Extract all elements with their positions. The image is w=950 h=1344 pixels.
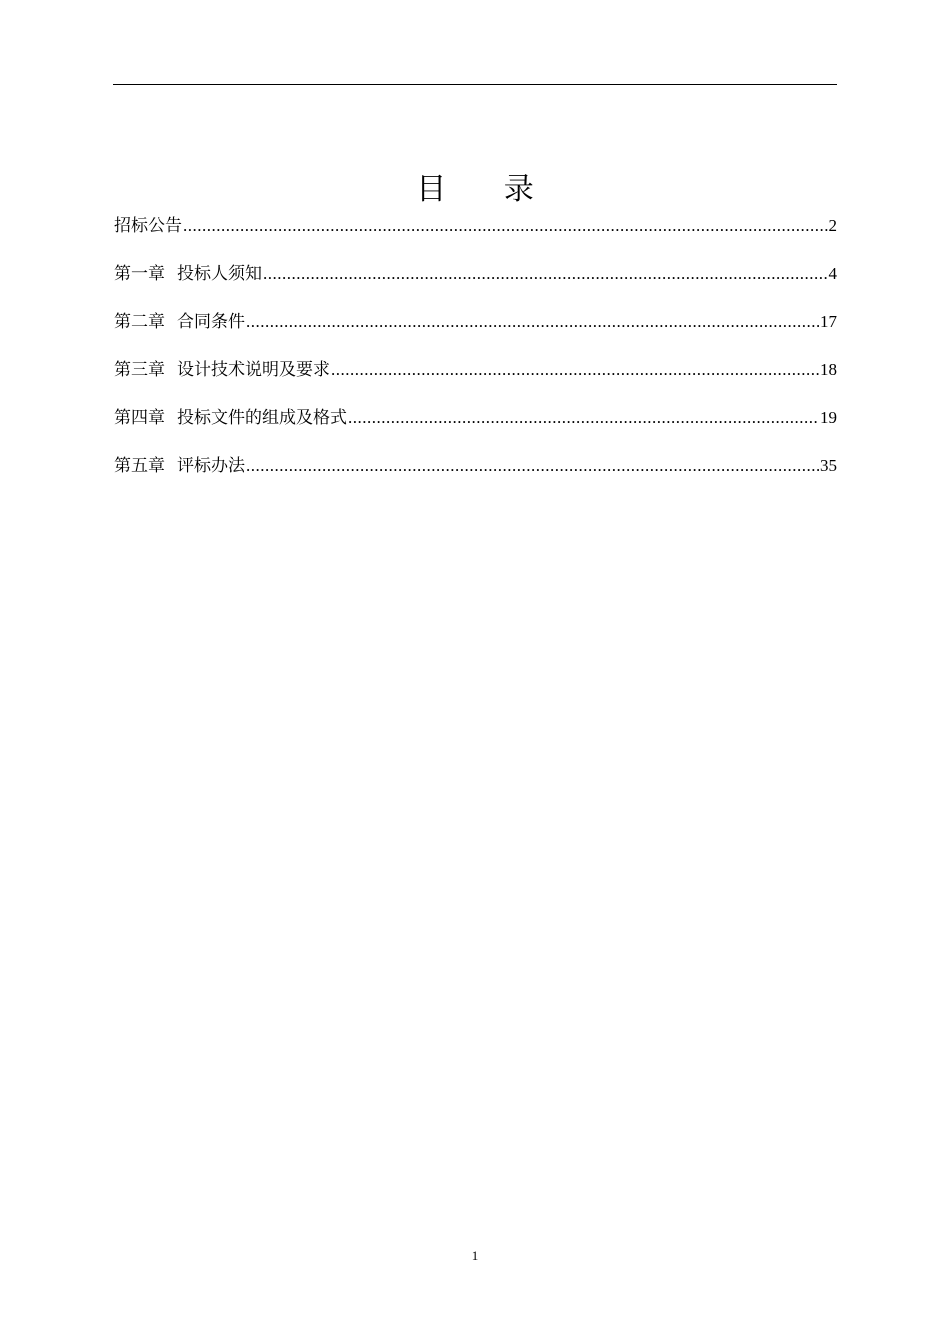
toc-page-number: 35 [820,456,837,475]
toc-dot-leader [246,309,819,335]
toc-title: 目 录 [416,172,558,207]
toc-entry-chapter-1[interactable] [114,261,837,309]
toc-entry-chapter-3[interactable] [114,357,837,405]
toc-page-number: 17 [820,312,837,331]
toc-entry-title: 招标公告 [114,216,182,236]
toc-dot-leader [348,405,819,431]
toc-entry-chapter-5[interactable] [114,453,837,501]
toc-chapter-label: 第一章 [114,264,165,284]
toc-chapter-label: 第四章 [114,408,165,428]
toc-entry-chapter-4[interactable] [114,405,837,453]
toc-dot-leader [183,213,828,239]
toc-entry-title: 设计技术说明及要求 [177,360,330,380]
toc-entry-title: 合同条件 [177,312,245,332]
toc-dot-leader [263,261,828,287]
toc-entry-title: 投标文件的组成及格式 [177,408,347,428]
toc-page-number: 19 [820,408,837,427]
toc-entry-chapter-2[interactable] [114,309,837,357]
toc-chapter-label: 第五章 [114,456,165,476]
toc-page-number: 2 [828,216,837,235]
toc-entry-title: 投标人须知 [177,264,262,284]
toc-dot-leader [246,453,819,479]
header-rule [113,84,837,85]
toc-entry-title: 评标办法 [177,456,245,476]
toc-dot-leader [331,357,819,383]
toc-entry-announcement[interactable] [114,213,837,261]
page-footer-number: 1 [471,1248,479,1263]
toc-page-number: 18 [820,360,837,379]
toc-page-number: 4 [828,264,837,283]
toc-chapter-label: 第二章 [114,312,165,332]
toc-chapter-label: 第三章 [114,360,165,380]
toc-list [114,213,837,501]
